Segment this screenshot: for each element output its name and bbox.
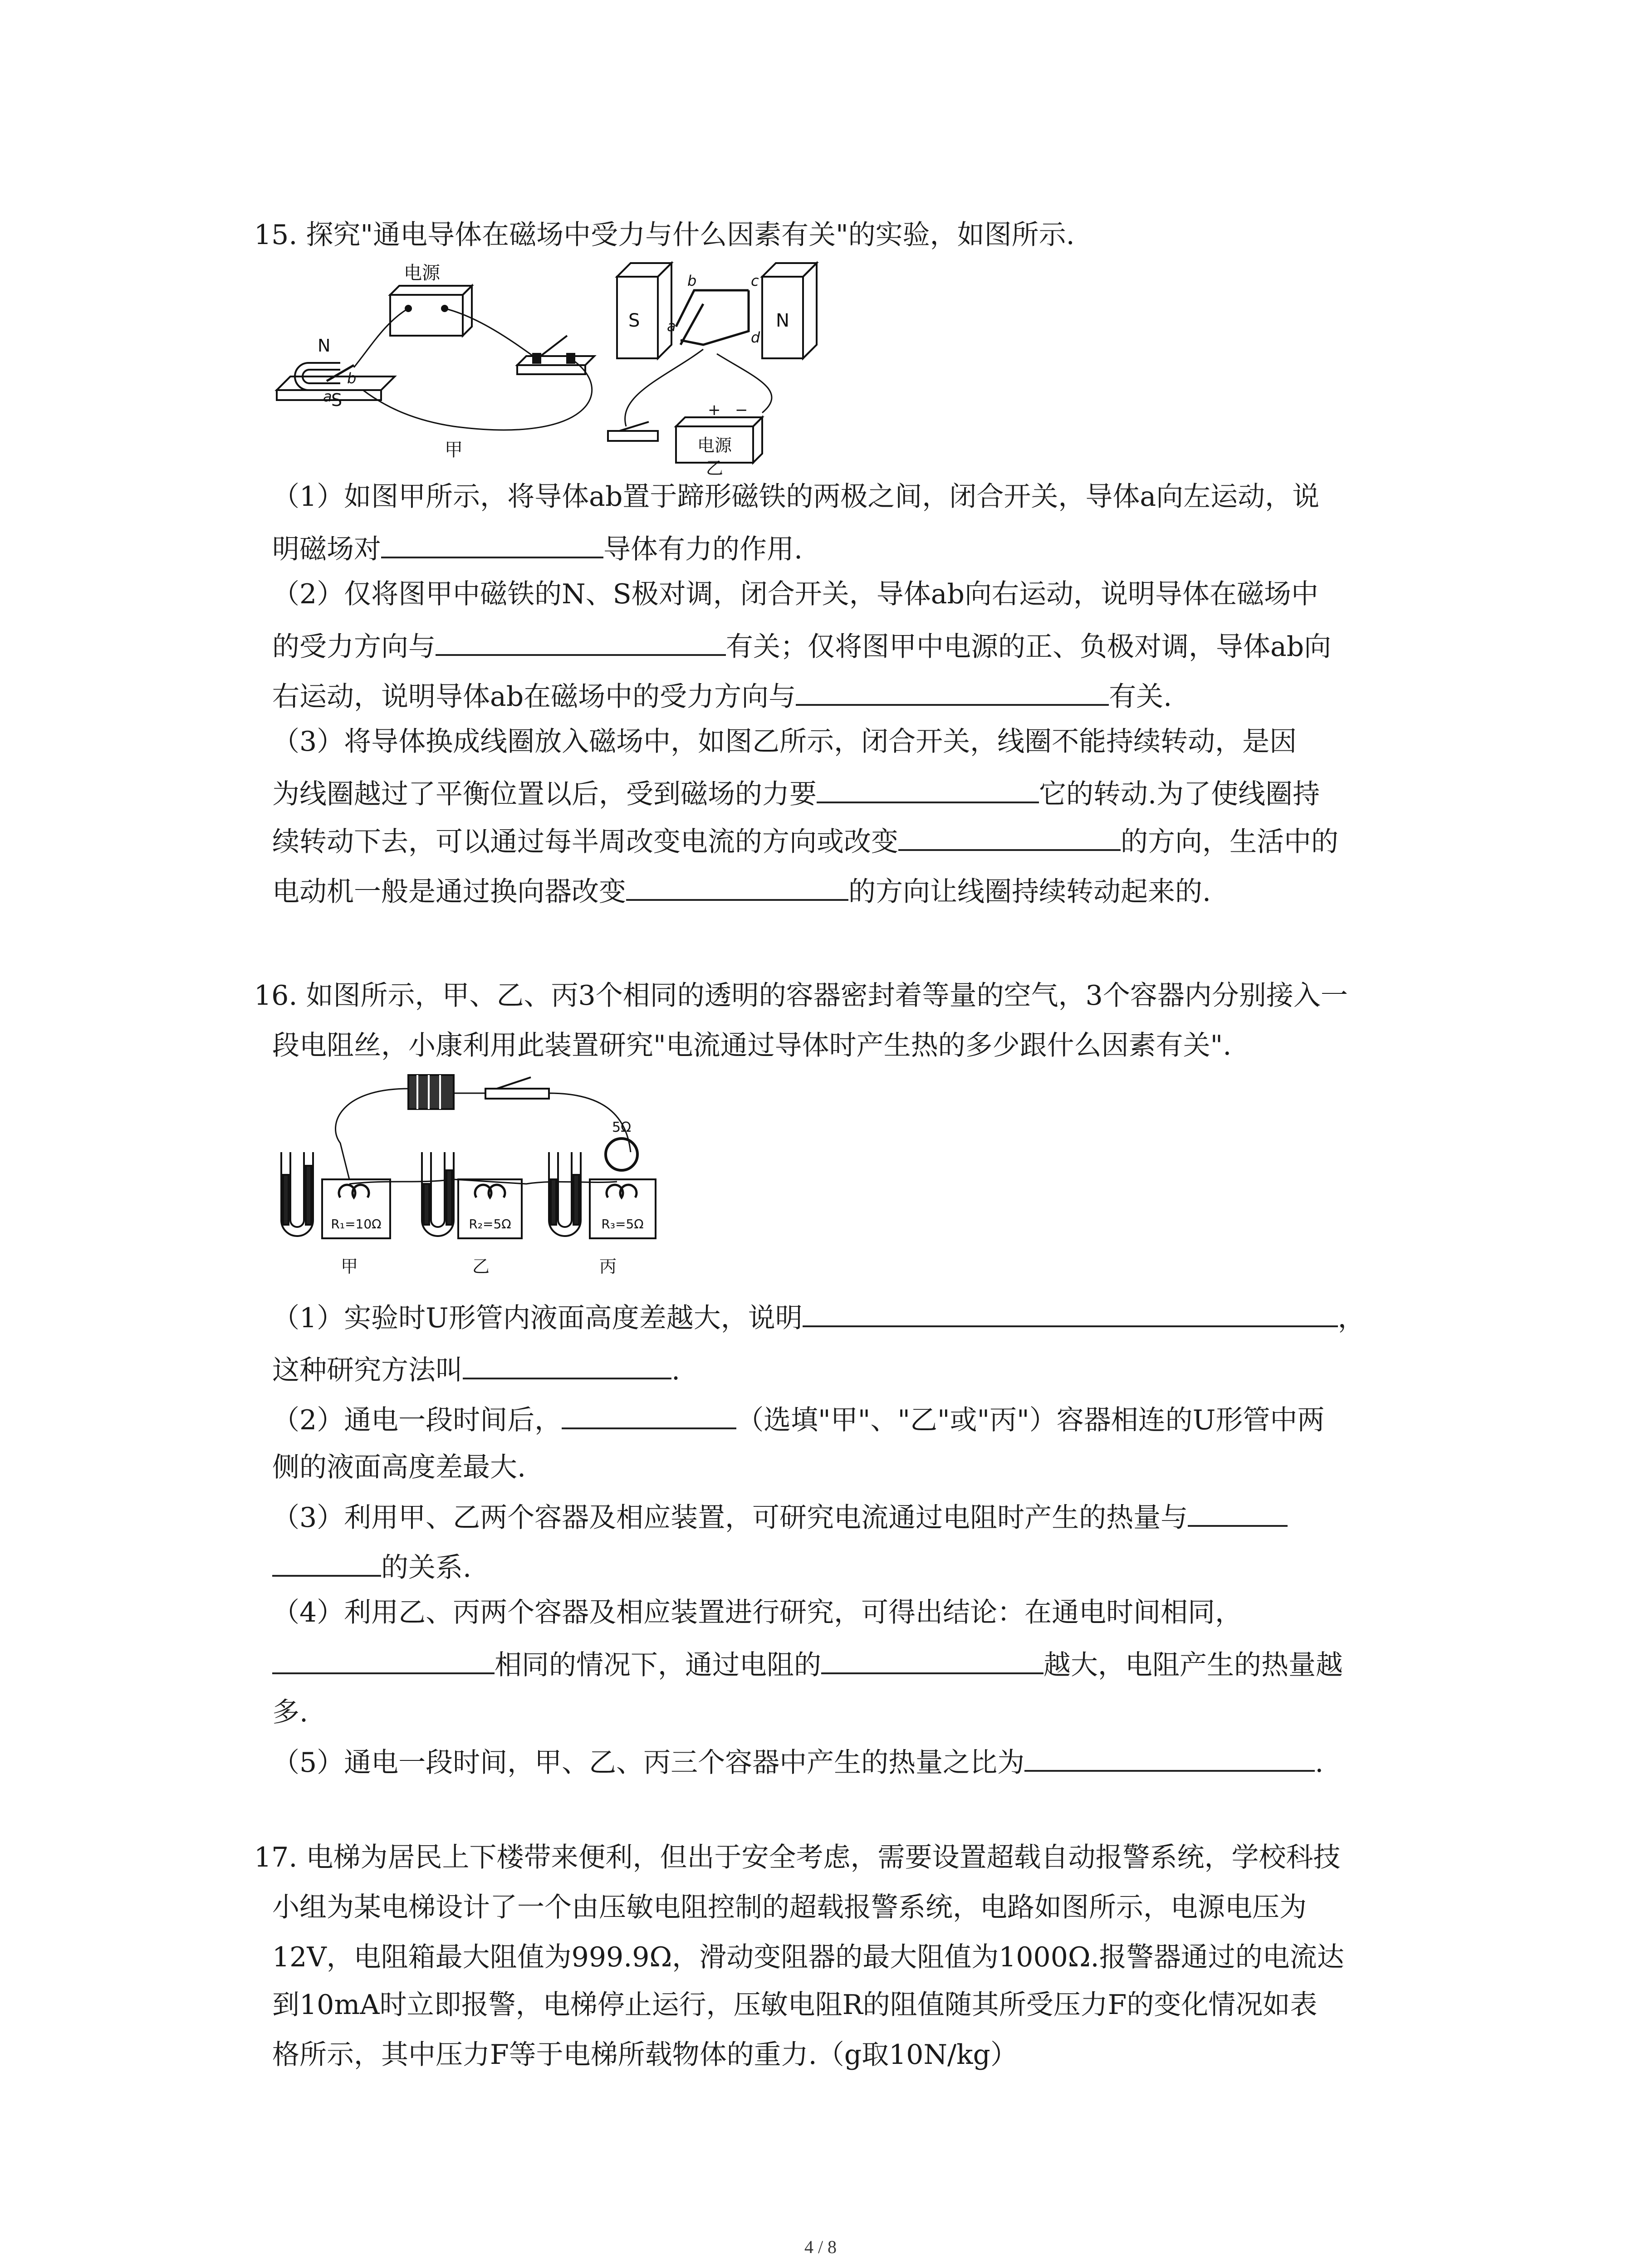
- q16-p2-line1: [272, 1399, 1324, 1438]
- q16-blank-4b[interactable]: [272, 1547, 381, 1577]
- q15-p1-line1: （1）如图甲所示，将导体ab置于蹄形磁铁的两极之间，闭合开关，导体a向左运动，说: [272, 481, 1320, 513]
- q15-figure-yi: [599, 259, 853, 476]
- q16-p5-line1: [272, 1742, 1323, 1781]
- u-tube-jia: [281, 1152, 313, 1236]
- yi-caption: 乙: [705, 458, 724, 476]
- r2-label: R₂=5Ω: [469, 1217, 511, 1232]
- q16-p1-text-a: （1）实验时U形管内液面高度差越大，说明: [272, 1302, 803, 1334]
- q16-p1-text-c: 这种研究方法叫: [272, 1354, 463, 1386]
- conductor-a-label: a: [323, 388, 332, 405]
- power-supply-icon: [390, 286, 472, 336]
- q15-p3-text-d: 的方向，生活中的: [1121, 826, 1338, 858]
- r1-label: R₁=10Ω: [331, 1217, 382, 1232]
- q16-stem-line1: 16. 如图所示，甲、乙、丙3个相同的透明的容器密封着等量的空气，3个容器内分别接入一: [254, 980, 1348, 1012]
- yi-switch-icon: [608, 422, 658, 441]
- q15-p2-text-b: 有关；仅将图甲中电源的正、负极对调，导体ab向: [726, 631, 1332, 663]
- q16-p4-line2: [272, 1644, 1343, 1683]
- q15-p3-line1: （3）将导体换成线圈放入磁场中，如图乙所示，闭合开关，线圈不能持续转动，是因: [272, 726, 1297, 758]
- q16-p4-text-b: 越大，电阻产生的热量越: [1043, 1649, 1343, 1681]
- q16-p4-line3: 多.: [272, 1696, 309, 1728]
- q15-p1-line2: [272, 528, 803, 567]
- r3-label: R₃=5Ω: [601, 1217, 644, 1232]
- q16-p3-line2: [272, 1547, 471, 1586]
- yi-minus-label: −: [735, 401, 748, 419]
- q16-figure: [272, 1061, 699, 1288]
- jia-power-label: 电源: [404, 263, 440, 284]
- conductor-b-label: b: [347, 370, 357, 387]
- caption-bing: 丙: [599, 1256, 617, 1276]
- q16-blank-2[interactable]: [463, 1349, 671, 1379]
- q15-p3-text-c: 续转动下去，可以通过每半周改变电流的方向或改变: [272, 826, 898, 858]
- q16-p2-text-b: （选填"甲"、"乙"或"丙"）容器相连的U形管中两: [736, 1404, 1325, 1436]
- yi-power-label: 电源: [697, 435, 732, 455]
- q15-p3-line2: [272, 773, 1320, 812]
- q16-p3-line1: [272, 1497, 1288, 1536]
- yi-d-label: d: [751, 329, 760, 346]
- caption-jia: 甲: [340, 1256, 358, 1276]
- page-number: 4 / 8: [804, 2237, 837, 2257]
- q15-p1-text-b: 导体有力的作用.: [603, 533, 803, 565]
- q15-blank-2[interactable]: [436, 626, 726, 656]
- q15-blank-1[interactable]: [381, 528, 603, 558]
- q15-p1-text-a: 明磁场对: [272, 533, 381, 565]
- q15-p3-line4: [272, 871, 1211, 910]
- q16-p1-line1: [272, 1297, 1365, 1336]
- q15-p3-text-f: 的方向让线圈持续转动起来的.: [848, 876, 1211, 908]
- r-external-label: 5Ω: [612, 1119, 632, 1135]
- magnet-s-label: S: [331, 390, 343, 410]
- q16-blank-7[interactable]: [1024, 1742, 1315, 1772]
- jia-caption: 甲: [445, 440, 463, 458]
- battery-icon: [408, 1075, 454, 1109]
- q16-blank-5[interactable]: [272, 1644, 495, 1674]
- q17-line1: 17. 电梯为居民上下楼带来便利，但出于安全考虑，需要设置超载自动报警系统，学校科技: [254, 1842, 1341, 1873]
- q15-blank-4[interactable]: [817, 773, 1039, 803]
- q17-line5: 格所示，其中压力F等于电梯所载物体的重力.（g取10N/kg）: [272, 2039, 1018, 2071]
- q16-p4-line1: （4）利用乙、丙两个容器及相应装置进行研究，可得出结论：在通电时间相同，: [272, 1597, 1243, 1628]
- q15-p2-text-c: 右运动，说明导体ab在磁场中的受力方向与: [272, 681, 796, 713]
- q17-line2: 小组为某电梯设计了一个由压敏电阻控制的超载报警系统，电路如图所示，电源电压为: [272, 1892, 1307, 1923]
- u-tube-bing: [549, 1152, 581, 1236]
- magnet-n-label: N: [318, 336, 331, 356]
- yi-wires: [625, 349, 772, 426]
- u-tube-yi: [422, 1152, 454, 1236]
- yi-c-label: c: [751, 272, 759, 289]
- yi-plus-label: +: [708, 401, 721, 419]
- q15-p2-text-a: 的受力方向与: [272, 631, 436, 663]
- q17-line3: 12V，电阻箱最大阻值为999.9Ω，滑动变阻器的最大阻值为1000Ω.报警器通过的电流达: [272, 1941, 1344, 1973]
- q15-p2-line3: [272, 676, 1172, 715]
- q16-p1-text-b: ，: [1337, 1302, 1365, 1334]
- q15-stem: 15. 探究"通电导体在磁场中受力与什么因素有关"的实验，如图所示.: [254, 219, 1075, 251]
- q16-p2-text-a: （2）通电一段时间后，: [272, 1404, 562, 1436]
- q16-blank-4a[interactable]: [1188, 1497, 1288, 1527]
- q15-p3-text-a: 为线圈越过了平衡位置以后，受到磁场的力要: [272, 778, 817, 810]
- q16-blank-1[interactable]: [803, 1297, 1338, 1327]
- yi-a-label: a: [667, 318, 676, 335]
- q17-line4: 到10mA时立即报警，电梯停止运行，压敏电阻R的阻值随其所受压力F的变化情况如表: [272, 1989, 1318, 2021]
- q16-p3-text-b: 的关系.: [381, 1552, 472, 1584]
- q16-p5-text-b: .: [1315, 1747, 1324, 1779]
- q16-blank-6[interactable]: [821, 1644, 1043, 1674]
- caption-yi: 乙: [472, 1256, 490, 1276]
- q16-p5-text-a: （5）通电一段时间，甲、乙、丙三个容器中产生的热量之比为: [272, 1747, 1025, 1779]
- yi-s-label: S: [628, 310, 640, 331]
- q15-p2-line1: （2）仅将图甲中磁铁的N、S极对调，闭合开关，导体ab向右运动，说明导体在磁场中: [272, 578, 1318, 610]
- q15-p3-text-b: 它的转动.为了使线圈持: [1039, 778, 1320, 810]
- q15-p2-text-d: 有关.: [1109, 681, 1172, 713]
- q16-p1-line2: [272, 1349, 680, 1388]
- q15-blank-6[interactable]: [626, 871, 848, 901]
- yi-n-label: N: [776, 310, 789, 331]
- q15-p3-text-e: 电动机一般是通过换向器改变: [272, 876, 626, 908]
- q15-blank-5[interactable]: [898, 821, 1121, 851]
- q16-p3-text-a: （3）利用甲、乙两个容器及相应装置，可研究电流通过电阻时产生的热量与: [272, 1502, 1188, 1534]
- q15-p2-line2: [272, 626, 1331, 665]
- q16-p1-text-d: .: [671, 1354, 681, 1386]
- q16-p4-text-a: 相同的情况下，通过电阻的: [495, 1649, 821, 1681]
- q15-p3-line3: [272, 821, 1338, 860]
- circuit-wires: [336, 1089, 631, 1184]
- q16-stem-line2: 段电阻丝，小康利用此装置研究"电流通过导体时产生热的多少跟什么因素有关".: [272, 1030, 1232, 1061]
- q15-blank-3[interactable]: [796, 676, 1109, 706]
- q16-blank-3[interactable]: [562, 1399, 736, 1429]
- yi-b-label: b: [687, 272, 697, 289]
- q16-p2-line2: 侧的液面高度差最大.: [272, 1452, 526, 1483]
- coil-icon: [676, 290, 749, 345]
- switch-icon: [485, 1077, 549, 1099]
